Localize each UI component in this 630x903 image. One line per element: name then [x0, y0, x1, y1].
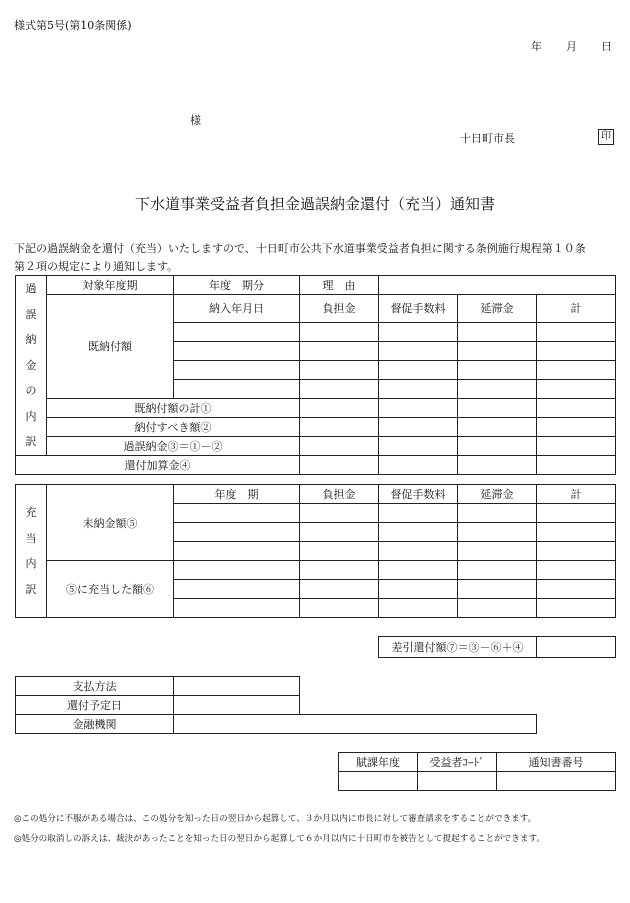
tax-year-value	[339, 772, 418, 791]
intro-line-2: 第２項の規定により通知します。	[14, 260, 179, 273]
scheduled-date-value	[174, 696, 300, 715]
note-appeal: ◎この処分に不服がある場合は、この処分を知った日の翌日から起算して、３か月以内に市長に対して審査請求をすることができます。	[14, 814, 537, 824]
notice-number-value	[497, 772, 616, 791]
reason-cell	[379, 276, 616, 295]
scheduled-date-label: 還付予定日	[16, 696, 174, 715]
date-month-label: 月	[566, 40, 577, 53]
date-day-label: 日	[601, 40, 612, 53]
payment-table	[15, 676, 537, 734]
date-year-label: 年	[531, 40, 542, 53]
institution-label: 金融機関	[16, 715, 174, 734]
seal-mark: 印	[598, 129, 614, 145]
net-refund-label: 差引還付額⑦＝③－⑥＋④	[379, 637, 537, 658]
refund-breakdown-table	[15, 275, 616, 475]
beneficiary-code-header: 受益者ｺｰﾄﾞ	[418, 753, 497, 772]
paid-date-header: 納入年月日	[174, 295, 300, 323]
approp-total-header: 計	[537, 485, 616, 504]
reason-header: 理 由	[300, 276, 379, 295]
already-paid-label: 既納付額	[47, 295, 174, 399]
approp-late-header: 延滞金	[458, 485, 537, 504]
payment-method-label: 支払方法	[16, 677, 174, 696]
total-header: 計	[537, 295, 616, 323]
issuer-name: 十日町市長	[460, 132, 515, 145]
late-header: 延滞金	[458, 295, 537, 323]
net-refund-table	[378, 636, 616, 658]
addressee-suffix: 様	[190, 114, 201, 127]
beneficiary-code-value	[418, 772, 497, 791]
net-refund-value	[537, 637, 616, 658]
should-pay-label: 納付すべき額②	[47, 417, 300, 436]
year-term-header: 年度 期分	[174, 276, 300, 295]
page-title: 下水道事業受益者負担金過誤納金還付（充当）通知書	[134, 195, 495, 213]
institution-value	[174, 715, 537, 734]
overpaid-label: 過誤納金③＝①－②	[47, 436, 300, 455]
approp-burden-header: 負担金	[300, 485, 379, 504]
target-period-header: 対象年度期	[47, 276, 174, 295]
appropriation-table	[15, 484, 616, 618]
unpaid-label: 未納金額⑤	[47, 485, 174, 561]
refund-add-label: 還付加算金④	[16, 455, 300, 474]
approp-fee-header: 督促手数料	[379, 485, 458, 504]
notice-number-header: 通知書番号	[497, 753, 616, 772]
refund-side-label: 過 誤 納 金 の 内 訳	[16, 276, 47, 456]
fee-header: 督促手数料	[379, 295, 458, 323]
burden-header: 負担金	[300, 295, 379, 323]
form-number: 様式第5号(第10条関係)	[14, 19, 132, 32]
appropriation-side-label: 充 当 内 訳	[16, 485, 47, 618]
tax-year-header: 賦課年度	[339, 753, 418, 772]
applied-label: ⑤に充当した額⑥	[47, 561, 174, 618]
note-lawsuit: ◎処分の取消しの訴えは、裁決があったことを知った日の翌日から起算して６か月以内に十日町市を被告として提起することができます。	[14, 834, 545, 844]
approp-year-term-header: 年度 期	[174, 485, 300, 504]
payment-method-value	[174, 677, 300, 696]
codes-table	[338, 752, 616, 791]
intro-line-1: 下記の過誤納金を還付（充当）いたしますので、十日町市公共下水道事業受益者負担に関する条例施行規程第１０条	[14, 242, 586, 255]
already-paid-total-label: 既納付額の計①	[47, 398, 300, 417]
